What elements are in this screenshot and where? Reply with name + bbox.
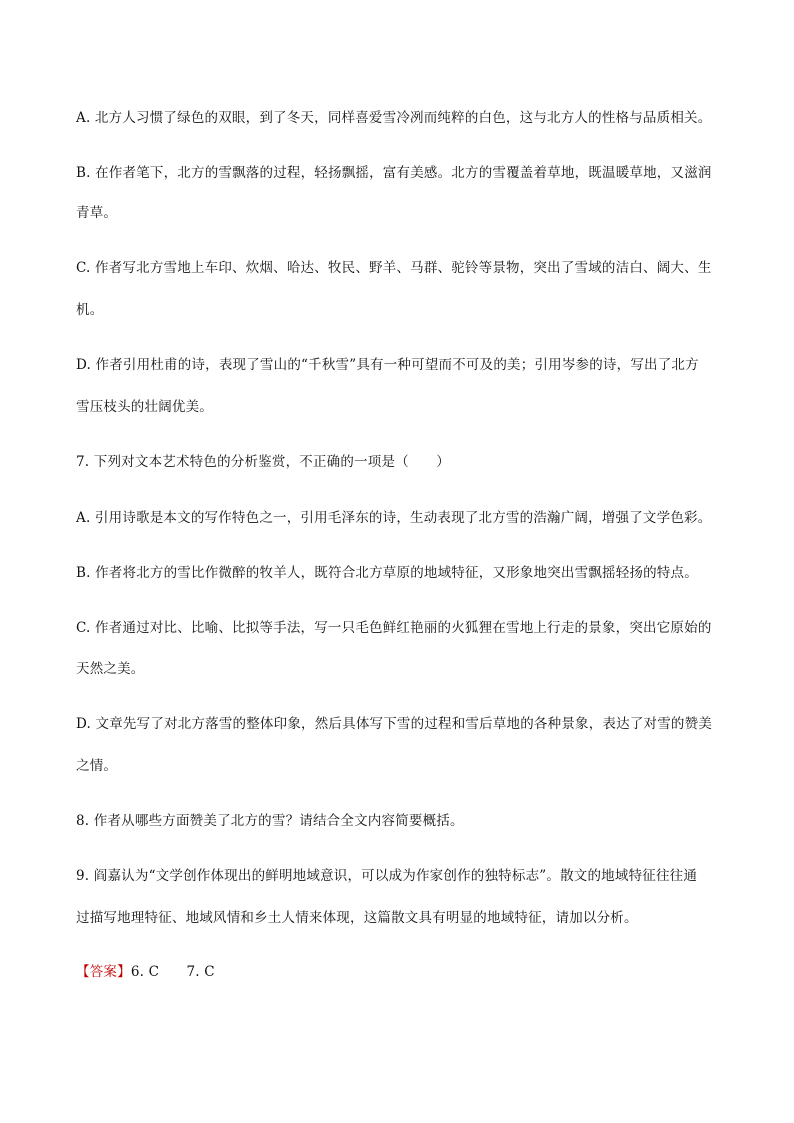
q6-option-b-line1: B. 在作者笔下，北方的雪飘落的过程，轻扬飘摇，富有美感。北方的雪覆盖着草地，既温暖草地，又滋润: [76, 165, 712, 181]
q6-option-c-line2: 机。: [76, 302, 104, 318]
answer-label: 【答案】: [76, 964, 131, 980]
q7-question: 7. 下列对文本艺术特色的分析鉴赏，不正确的一项是（ ）: [76, 454, 450, 470]
q7-option-c-line1: C. 作者通过对比、比喻、比拟等手法，写一只毛色鲜红艳丽的火狐狸在雪地上行走的景象，突出它原始的: [76, 620, 712, 636]
q7-option-d-line1: D. 文章先写了对北方落雪的整体印象，然后具体写下雪的过程和雪后草地的各种景象，表达了对雪的赞美: [76, 716, 713, 732]
q9-question-line2: 过描写地理特征、地域风情和乡土人情来体现，这篇散文具有明显的地域特征，请加以分析。: [76, 910, 638, 926]
q7-option-a: A. 引用诗歌是本文的写作特色之一，引用毛泽东的诗，生动表现了北方雪的浩瀚广阔，增强了文学色彩。: [76, 510, 712, 526]
q6-option-d-line1: D. 作者引用杜甫的诗，表现了雪山的“千秋雪”具有一种可望而不可及的美；引用岑参的诗，写出了北方: [76, 357, 699, 373]
q6-option-c-line1: C. 作者写北方雪地上车印、炊烟、哈达、牧民、野羊、马群、驼铃等景物，突出了雪域的洁白、阔大、生: [76, 260, 712, 276]
q7-option-d-line2: 之情。: [76, 758, 118, 774]
q6-option-b-line2: 青草。: [76, 205, 118, 221]
q6-option-d-line2: 雪压枝头的壮阔优美。: [76, 399, 213, 415]
answer-text: 6. C 7. C: [130, 964, 215, 980]
q7-option-c-line2: 天然之美。: [76, 661, 145, 677]
q9-question-line1: 9. 阎嘉认为“文学创作体现出的鲜明地域意识，可以成为作家创作的独特标志”。散文的地域特征往往通: [76, 868, 698, 884]
answer-line: [76, 962, 736, 982]
q7-option-b: B. 作者将北方的雪比作微醉的牧羊人，既符合北方草原的地域特征，又形象地突出雪飘摇轻扬的特点。: [76, 565, 698, 581]
q6-option-a: A. 北方人习惯了绿色的双眼，到了冬天，同样喜爱雪冷冽而纯粹的白色，这与北方人的性格与品质相关。: [76, 110, 712, 126]
q8-question: 8. 作者从哪些方面赞美了北方的雪？请结合全文内容简要概括。: [76, 813, 464, 829]
